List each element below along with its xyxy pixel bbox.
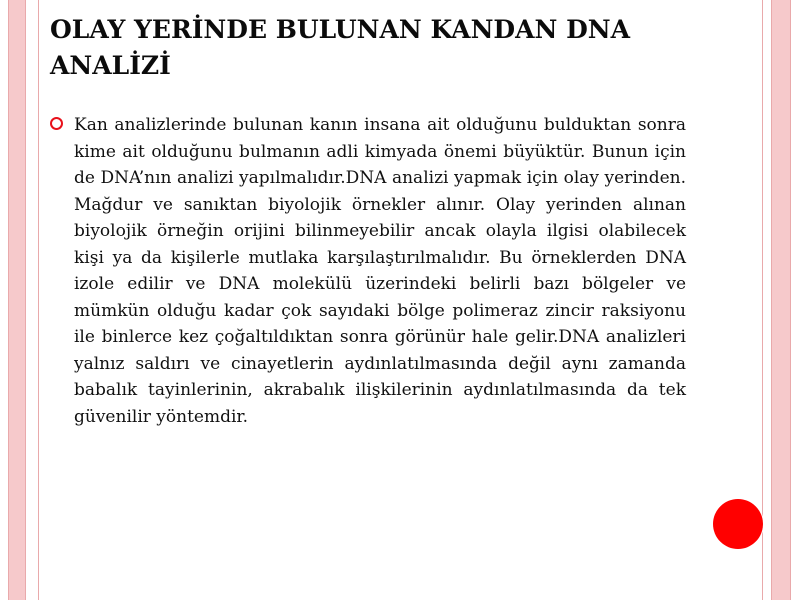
red-circle-decoration — [713, 499, 763, 549]
slide-paragraph: Kan analizlerinde bulunan kanın insana ait olduğunu bulduktan sonra kime ait olduğunu bulmanın adli kimyada önemi büyüktür. Bunun için de DNA’nın analizi yapılmalıdır.DNA analizi yapmak için olay yerinden. Mağdur ve sanıktan biyolojik örnekler alınır. Olay yerinden alınan biyolojik örneğin orijini bilinmeyebilir ancak olayla ilgisi olabilecek kişi ya da kişilerle mutlaka karşılaştırılmalıdır. Bu örneklerden DNA izole edilir ve DNA molekülü üzerindeki belirli bazı bölgeler ve mümkün olduğu kadar çok sayıdaki bölge polimeraz zincir raksiyonu ile binlerce kez çoğaltıldıktan sonra görünür hale gelir.DNA analizleri yalnız saldırı ve cinayetlerin aydınlatılmasında değil aynı zamanda babalık tayinlerinin, akrabalık ilişkilerinin aydınlatılmasında da tek güvenilir yöntemdir. — [74, 115, 686, 427]
right-decorative-border — [762, 0, 800, 600]
left-border-stripe — [8, 0, 26, 600]
left-decorative-border — [0, 0, 39, 600]
slide-title: OLAY YERİNDE BULUNAN KANDAN DNA ANALİZİ — [50, 15, 630, 80]
bullet-circle-icon — [50, 117, 63, 130]
right-border-stripe — [771, 0, 791, 600]
